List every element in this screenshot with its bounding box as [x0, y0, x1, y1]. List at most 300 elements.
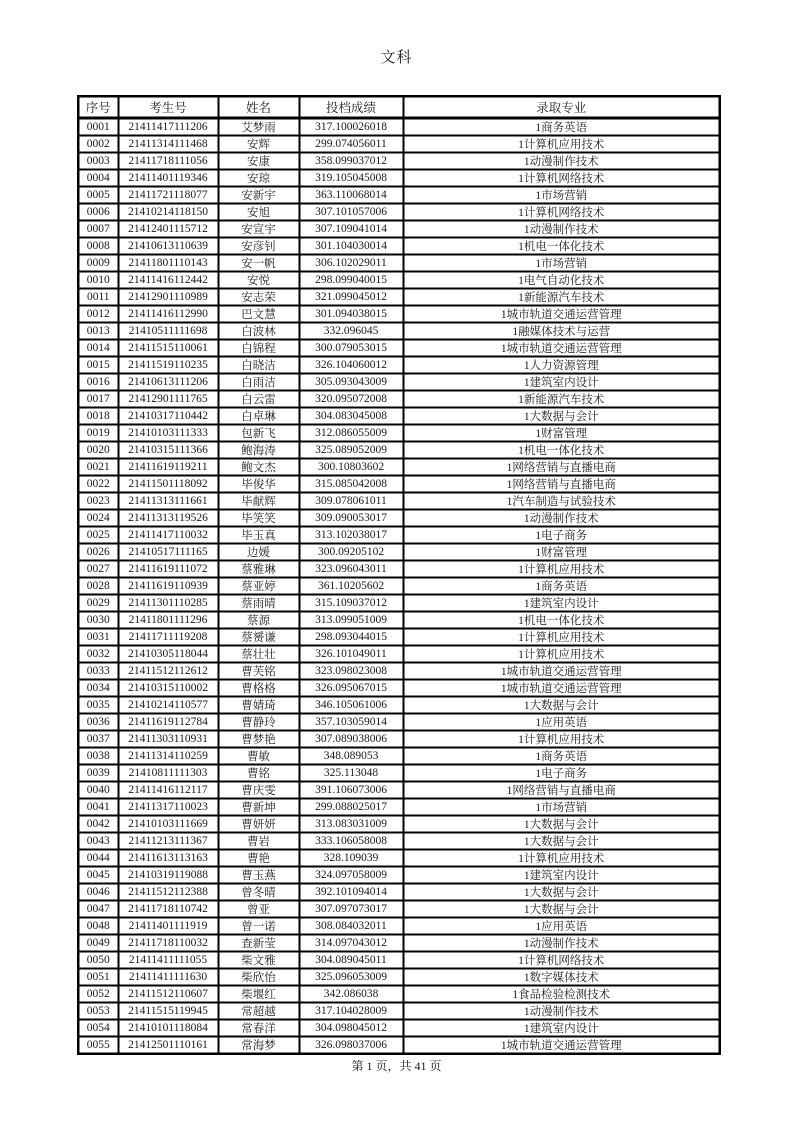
- cell-seq: 0013: [78, 323, 118, 340]
- table-row: [78, 544, 720, 561]
- cell-candidate-id: 21411416112117: [118, 782, 218, 799]
- table-row: [78, 595, 720, 612]
- cell-score: 315.109037012: [299, 595, 403, 612]
- column-header-candidate-id: 考生号: [118, 96, 218, 118]
- cell-score: 299.074056011: [299, 136, 403, 153]
- cell-candidate-id: 21411317110023: [118, 799, 218, 816]
- cell-seq: 0047: [78, 901, 118, 918]
- cell-seq: 0028: [78, 578, 118, 595]
- cell-major: 1机电一体化技术: [403, 612, 720, 629]
- cell-major: 1财富管理: [403, 544, 720, 561]
- table-row: [78, 561, 720, 578]
- cell-candidate-id: 21411411111630: [118, 969, 218, 986]
- table-row: [78, 918, 720, 935]
- cell-seq: 0023: [78, 493, 118, 510]
- cell-major: 1大数据与会计: [403, 697, 720, 714]
- cell-score: 300.09205102: [299, 544, 403, 561]
- cell-score: 313.083031009: [299, 816, 403, 833]
- cell-major: 1大数据与会计: [403, 816, 720, 833]
- cell-name: 安彦钊: [218, 238, 299, 255]
- cell-score: 304.098045012: [299, 1020, 403, 1037]
- cell-name: 包新飞: [218, 425, 299, 442]
- cell-name: 白雨洁: [218, 374, 299, 391]
- cell-major: 1建筑室内设计: [403, 374, 720, 391]
- cell-score: 392.101094014: [299, 884, 403, 901]
- cell-major: 1计算机应用技术: [403, 646, 720, 663]
- table-row: [78, 748, 720, 765]
- cell-seq: 0017: [78, 391, 118, 408]
- table-row: [78, 459, 720, 476]
- cell-name: 安一帆: [218, 255, 299, 272]
- cell-candidate-id: 21412901111765: [118, 391, 218, 408]
- cell-name: 边媛: [218, 544, 299, 561]
- cell-name: 安悦: [218, 272, 299, 289]
- cell-major: 1动漫制作技术: [403, 1003, 720, 1020]
- cell-major: 1数字媒体技术: [403, 969, 720, 986]
- table-row: [78, 884, 720, 901]
- cell-candidate-id: 21411411111055: [118, 952, 218, 969]
- cell-candidate-id: 21410319119088: [118, 867, 218, 884]
- cell-candidate-id: 21410517111165: [118, 544, 218, 561]
- cell-name: 安志荣: [218, 289, 299, 306]
- column-header-major: 录取专业: [403, 96, 720, 118]
- table-body: [78, 118, 720, 1054]
- cell-score: 321.099045012: [299, 289, 403, 306]
- column-header-name: 姓名: [218, 96, 299, 118]
- cell-candidate-id: 21411314111468: [118, 136, 218, 153]
- cell-candidate-id: 21411213111367: [118, 833, 218, 850]
- cell-name: 曾冬晴: [218, 884, 299, 901]
- table-row: [78, 357, 720, 374]
- cell-candidate-id: 21412501110161: [118, 1037, 218, 1055]
- cell-score: 348.089053: [299, 748, 403, 765]
- cell-name: 蔡壮壮: [218, 646, 299, 663]
- cell-seq: 0043: [78, 833, 118, 850]
- table-row: [78, 816, 720, 833]
- cell-score: 326.101049011: [299, 646, 403, 663]
- cell-seq: 0018: [78, 408, 118, 425]
- cell-seq: 0012: [78, 306, 118, 323]
- table-row: [78, 1037, 720, 1055]
- cell-major: 1动漫制作技术: [403, 935, 720, 952]
- cell-candidate-id: 21410511111698: [118, 323, 218, 340]
- cell-score: 326.104060012: [299, 357, 403, 374]
- cell-seq: 0052: [78, 986, 118, 1003]
- cell-score: 357.103059014: [299, 714, 403, 731]
- cell-name: 白卓琳: [218, 408, 299, 425]
- cell-score: 304.089045011: [299, 952, 403, 969]
- cell-major: 1机电一体化技术: [403, 442, 720, 459]
- cell-score: 346.105061006: [299, 697, 403, 714]
- table-row: [78, 629, 720, 646]
- cell-name: 曾亚: [218, 901, 299, 918]
- cell-candidate-id: 21411613113163: [118, 850, 218, 867]
- cell-seq: 0055: [78, 1037, 118, 1055]
- table-row: [78, 493, 720, 510]
- table-row: [78, 867, 720, 884]
- table-row: [78, 289, 720, 306]
- cell-score: 323.096043011: [299, 561, 403, 578]
- cell-name: 柴欣怡: [218, 969, 299, 986]
- cell-name: 白云雷: [218, 391, 299, 408]
- cell-seq: 0014: [78, 340, 118, 357]
- cell-score: 307.097073017: [299, 901, 403, 918]
- cell-name: 安旭: [218, 204, 299, 221]
- table-row: [78, 680, 720, 697]
- cell-score: 391.106073006: [299, 782, 403, 799]
- table-row: [78, 969, 720, 986]
- table-row: [78, 782, 720, 799]
- cell-major: 1食品检验检测技术: [403, 986, 720, 1003]
- table-row: [78, 118, 720, 136]
- table-row: [78, 153, 720, 170]
- cell-candidate-id: 21410315111366: [118, 442, 218, 459]
- cell-seq: 0041: [78, 799, 118, 816]
- cell-major: 1网络营销与直播电商: [403, 476, 720, 493]
- cell-candidate-id: 21410613110639: [118, 238, 218, 255]
- cell-name: 蔡亚婷: [218, 578, 299, 595]
- cell-candidate-id: 21411711119208: [118, 629, 218, 646]
- cell-score: 363.110068014: [299, 187, 403, 204]
- table-row: [78, 255, 720, 272]
- cell-major: 1计算机网络技术: [403, 170, 720, 187]
- cell-name: 白锦程: [218, 340, 299, 357]
- cell-major: 1建筑室内设计: [403, 867, 720, 884]
- cell-major: 1电气自动化技术: [403, 272, 720, 289]
- cell-candidate-id: 21410317110442: [118, 408, 218, 425]
- table-row: [78, 612, 720, 629]
- cell-major: 1网络营销与直播电商: [403, 459, 720, 476]
- cell-candidate-id: 21410811111303: [118, 765, 218, 782]
- cell-seq: 0031: [78, 629, 118, 646]
- table-row: [78, 697, 720, 714]
- cell-name: 曹芙铭: [218, 663, 299, 680]
- table-row: [78, 204, 720, 221]
- cell-major: 1城市轨道交通运营管理: [403, 1037, 720, 1055]
- cell-name: 毕玉真: [218, 527, 299, 544]
- cell-score: 319.105045008: [299, 170, 403, 187]
- cell-seq: 0033: [78, 663, 118, 680]
- column-header-seq: 序号: [78, 96, 118, 118]
- cell-candidate-id: 21411416112442: [118, 272, 218, 289]
- cell-major: 1建筑室内设计: [403, 1020, 720, 1037]
- cell-name: 安辉: [218, 136, 299, 153]
- cell-score: 304.083045008: [299, 408, 403, 425]
- cell-name: 常春洋: [218, 1020, 299, 1037]
- cell-candidate-id: 21411417111206: [118, 118, 218, 136]
- cell-name: 安琼: [218, 170, 299, 187]
- cell-seq: 0007: [78, 221, 118, 238]
- cell-name: 蔡雅琳: [218, 561, 299, 578]
- cell-score: 298.099040015: [299, 272, 403, 289]
- cell-candidate-id: 21411619119211: [118, 459, 218, 476]
- cell-seq: 0027: [78, 561, 118, 578]
- cell-major: 1商务英语: [403, 578, 720, 595]
- table-row: [78, 272, 720, 289]
- cell-candidate-id: 21410613111206: [118, 374, 218, 391]
- table-row: [78, 340, 720, 357]
- cell-seq: 0008: [78, 238, 118, 255]
- cell-candidate-id: 21411519110235: [118, 357, 218, 374]
- cell-seq: 0015: [78, 357, 118, 374]
- table-row: [78, 136, 720, 153]
- cell-score: 307.089038006: [299, 731, 403, 748]
- column-header-score: 投档成绩: [299, 96, 403, 118]
- cell-seq: 0009: [78, 255, 118, 272]
- cell-name: 曹梦艳: [218, 731, 299, 748]
- cell-seq: 0029: [78, 595, 118, 612]
- cell-score: 305.093043009: [299, 374, 403, 391]
- cell-candidate-id: 21410214118150: [118, 204, 218, 221]
- table-row: [78, 799, 720, 816]
- cell-name: 曹庆雯: [218, 782, 299, 799]
- cell-major: 1新能源汽车技术: [403, 289, 720, 306]
- cell-score: 325.096053009: [299, 969, 403, 986]
- cell-name: 曹岩: [218, 833, 299, 850]
- cell-seq: 0053: [78, 1003, 118, 1020]
- cell-major: 1计算机应用技术: [403, 731, 720, 748]
- cell-major: 1大数据与会计: [403, 833, 720, 850]
- cell-major: 1计算机应用技术: [403, 629, 720, 646]
- cell-candidate-id: 21411512112612: [118, 663, 218, 680]
- table-row: [78, 476, 720, 493]
- cell-seq: 0046: [78, 884, 118, 901]
- cell-name: 白波林: [218, 323, 299, 340]
- cell-candidate-id: 21410315110002: [118, 680, 218, 697]
- cell-seq: 0042: [78, 816, 118, 833]
- page-title: 文科: [380, 50, 413, 66]
- cell-seq: 0024: [78, 510, 118, 527]
- table-row: [78, 986, 720, 1003]
- cell-major: 1计算机网络技术: [403, 204, 720, 221]
- cell-score: 301.104030014: [299, 238, 403, 255]
- cell-candidate-id: 21411801110143: [118, 255, 218, 272]
- table-row: [78, 442, 720, 459]
- cell-score: 309.078061011: [299, 493, 403, 510]
- table-row: [78, 187, 720, 204]
- cell-score: 309.090053017: [299, 510, 403, 527]
- cell-name: 蔡源: [218, 612, 299, 629]
- cell-seq: 0030: [78, 612, 118, 629]
- cell-major: 1城市轨道交通运营管理: [403, 680, 720, 697]
- cell-candidate-id: 21411619112784: [118, 714, 218, 731]
- cell-seq: 0006: [78, 204, 118, 221]
- cell-candidate-id: 21410214110577: [118, 697, 218, 714]
- cell-major: 1计算机应用技术: [403, 561, 720, 578]
- cell-score: 313.099051009: [299, 612, 403, 629]
- table-row: [78, 510, 720, 527]
- cell-score: 306.102029011: [299, 255, 403, 272]
- cell-score: 332.096045: [299, 323, 403, 340]
- cell-seq: 0038: [78, 748, 118, 765]
- table-row: [78, 1003, 720, 1020]
- cell-score: 312.086055009: [299, 425, 403, 442]
- cell-seq: 0003: [78, 153, 118, 170]
- cell-seq: 0044: [78, 850, 118, 867]
- cell-name: 鲍海涛: [218, 442, 299, 459]
- table-row: [78, 408, 720, 425]
- cell-seq: 0021: [78, 459, 118, 476]
- cell-name: 蔡赟谦: [218, 629, 299, 646]
- cell-major: 1市场营销: [403, 799, 720, 816]
- cell-score: 317.104028009: [299, 1003, 403, 1020]
- cell-seq: 0045: [78, 867, 118, 884]
- cell-major: 1计算机应用技术: [403, 136, 720, 153]
- cell-name: 曾一诺: [218, 918, 299, 935]
- cell-major: 1城市轨道交通运营管理: [403, 306, 720, 323]
- cell-score: 342.086038: [299, 986, 403, 1003]
- cell-seq: 0011: [78, 289, 118, 306]
- cell-name: 常海梦: [218, 1037, 299, 1055]
- cell-seq: 0037: [78, 731, 118, 748]
- cell-score: 308.084032011: [299, 918, 403, 935]
- cell-candidate-id: 21411718110032: [118, 935, 218, 952]
- table-row: [78, 833, 720, 850]
- table-row: [78, 391, 720, 408]
- cell-major: 1动漫制作技术: [403, 221, 720, 238]
- cell-major: 1大数据与会计: [403, 884, 720, 901]
- cell-score: 313.102038017: [299, 527, 403, 544]
- table-row: [78, 765, 720, 782]
- cell-seq: 0016: [78, 374, 118, 391]
- cell-major: 1人力资源管理: [403, 357, 720, 374]
- page-footer: 第 1 页，共 41 页: [351, 1059, 442, 1073]
- cell-score: 317.100026018: [299, 118, 403, 136]
- cell-major: 1应用英语: [403, 918, 720, 935]
- cell-score: 325.089052009: [299, 442, 403, 459]
- table-row: [78, 425, 720, 442]
- cell-candidate-id: 21411303110931: [118, 731, 218, 748]
- cell-name: 曹玉燕: [218, 867, 299, 884]
- admission-roster-table: [77, 95, 721, 1055]
- cell-name: 查新莹: [218, 935, 299, 952]
- cell-seq: 0039: [78, 765, 118, 782]
- cell-seq: 0005: [78, 187, 118, 204]
- cell-seq: 0051: [78, 969, 118, 986]
- cell-seq: 0001: [78, 118, 118, 136]
- table-row: [78, 527, 720, 544]
- cell-major: 1电子商务: [403, 765, 720, 782]
- cell-candidate-id: 21411718110742: [118, 901, 218, 918]
- cell-seq: 0048: [78, 918, 118, 935]
- cell-score: 358.099037012: [299, 153, 403, 170]
- cell-score: 300.079053015: [299, 340, 403, 357]
- cell-score: 299.088025017: [299, 799, 403, 816]
- table-row: [78, 374, 720, 391]
- cell-candidate-id: 21412401115712: [118, 221, 218, 238]
- cell-candidate-id: 21410103111669: [118, 816, 218, 833]
- cell-major: 1动漫制作技术: [403, 153, 720, 170]
- cell-candidate-id: 21411801111296: [118, 612, 218, 629]
- cell-score: 326.098037006: [299, 1037, 403, 1055]
- cell-name: 巴文慧: [218, 306, 299, 323]
- cell-score: 328.109039: [299, 850, 403, 867]
- cell-name: 毕俊华: [218, 476, 299, 493]
- cell-score: 333.106058008: [299, 833, 403, 850]
- cell-major: 1商务英语: [403, 118, 720, 136]
- cell-name: 曹静玲: [218, 714, 299, 731]
- cell-seq: 0050: [78, 952, 118, 969]
- cell-candidate-id: 21411721118077: [118, 187, 218, 204]
- cell-major: 1财富管理: [403, 425, 720, 442]
- cell-name: 曹艳: [218, 850, 299, 867]
- cell-score: 300.10803602: [299, 459, 403, 476]
- cell-candidate-id: 21411401111919: [118, 918, 218, 935]
- cell-seq: 0010: [78, 272, 118, 289]
- cell-name: 安康: [218, 153, 299, 170]
- cell-major: 1市场营销: [403, 255, 720, 272]
- table-row: [78, 646, 720, 663]
- cell-candidate-id: 21412901110989: [118, 289, 218, 306]
- table-row: [78, 663, 720, 680]
- cell-score: 307.109041014: [299, 221, 403, 238]
- table-row: [78, 850, 720, 867]
- cell-candidate-id: 21411313111661: [118, 493, 218, 510]
- cell-candidate-id: 21410103111333: [118, 425, 218, 442]
- cell-major: 1动漫制作技术: [403, 510, 720, 527]
- cell-name: 安宣宇: [218, 221, 299, 238]
- cell-major: 1计算机应用技术: [403, 850, 720, 867]
- cell-name: 曹格格: [218, 680, 299, 697]
- cell-score: 298.093044015: [299, 629, 403, 646]
- cell-name: 曹妍妍: [218, 816, 299, 833]
- cell-seq: 0025: [78, 527, 118, 544]
- table-row: [78, 238, 720, 255]
- cell-seq: 0020: [78, 442, 118, 459]
- cell-major: 1网络营销与直播电商: [403, 782, 720, 799]
- table-row: [78, 306, 720, 323]
- cell-name: 曹婧琦: [218, 697, 299, 714]
- cell-candidate-id: 21410305118044: [118, 646, 218, 663]
- cell-major: 1新能源汽车技术: [403, 391, 720, 408]
- cell-major: 1城市轨道交通运营管理: [403, 663, 720, 680]
- cell-score: 320.095072008: [299, 391, 403, 408]
- cell-name: 安新宇: [218, 187, 299, 204]
- cell-candidate-id: 21411619110939: [118, 578, 218, 595]
- cell-candidate-id: 21411314110259: [118, 748, 218, 765]
- cell-name: 柴文雅: [218, 952, 299, 969]
- cell-score: 323.098023008: [299, 663, 403, 680]
- cell-major: 1城市轨道交通运营管理: [403, 340, 720, 357]
- cell-candidate-id: 21411619111072: [118, 561, 218, 578]
- cell-seq: 0034: [78, 680, 118, 697]
- cell-major: 1计算机网络技术: [403, 952, 720, 969]
- cell-score: 301.094038015: [299, 306, 403, 323]
- cell-major: 1机电一体化技术: [403, 238, 720, 255]
- cell-name: 毕献辉: [218, 493, 299, 510]
- cell-candidate-id: 21411515110061: [118, 340, 218, 357]
- table-row: [78, 714, 720, 731]
- cell-candidate-id: 21411515119945: [118, 1003, 218, 1020]
- table-row: [78, 221, 720, 238]
- cell-major: 1汽车制造与试验技术: [403, 493, 720, 510]
- table-row: [78, 731, 720, 748]
- cell-name: 毕笑笑: [218, 510, 299, 527]
- cell-candidate-id: 21411416112990: [118, 306, 218, 323]
- cell-major: 1融媒体技术与运营: [403, 323, 720, 340]
- cell-seq: 0036: [78, 714, 118, 731]
- cell-major: 1大数据与会计: [403, 408, 720, 425]
- table-row: [78, 578, 720, 595]
- cell-seq: 0026: [78, 544, 118, 561]
- cell-name: 柴堰红: [218, 986, 299, 1003]
- cell-major: 1商务英语: [403, 748, 720, 765]
- cell-name: 蔡雨晴: [218, 595, 299, 612]
- cell-candidate-id: 21411512112388: [118, 884, 218, 901]
- table-row: [78, 323, 720, 340]
- cell-seq: 0022: [78, 476, 118, 493]
- cell-seq: 0004: [78, 170, 118, 187]
